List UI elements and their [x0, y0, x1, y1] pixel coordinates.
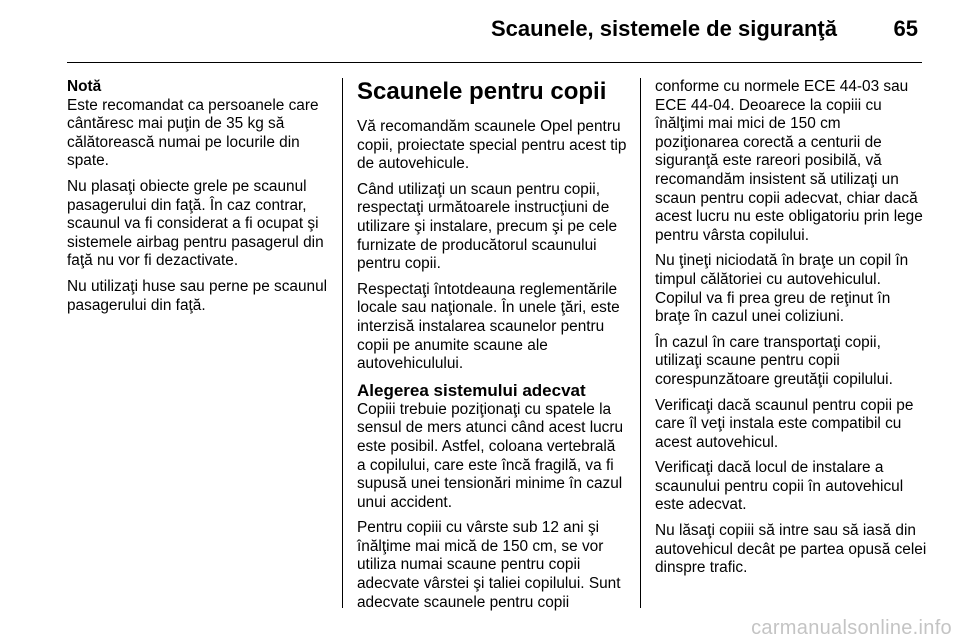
body-paragraph: Vă recomandăm scaunele Opel pentru copii, proiectate special pentru acest tip de autovehicule. [357, 118, 627, 173]
body-paragraph: Verificaţi dacă scaunul pentru copii pe care îl veţi instala este compatibil cu acest autovehicul. [655, 396, 914, 451]
column-left [67, 78, 329, 322]
body-paragraph: Când utilizaţi un scaun pentru copii, respectaţi următoarele instrucţiuni de utilizare şi instalare, precum şi pe cele furnizate de producătorul scaunului pentru copii. [357, 180, 618, 273]
column-right [655, 78, 927, 585]
subsection-title: Alegerea sistemului adecvat [357, 380, 586, 400]
body-paragraph: Copiii trebuie poziţionaţi cu spatele la sensul de mers atunci când acest lucru este posibil. Astfel, coloana vertebrală a copilului, care este încă fragilă, va fi supusă unei tensionări minime în cazul unui accident. [357, 400, 624, 511]
body-paragraph: Nu ţineţi niciodată în braţe un copil în timpul călătoriei cu autovehiculul. Copilul va fi prea greu de reţinut în braţe în cazul unei coliziuni. [655, 252, 909, 326]
body-paragraph: În cazul în care transportaţi copii, utilizaţi scaune pentru copii corespunzătoare greutăţii copilului. [655, 333, 893, 388]
page-number: 65 [893, 16, 918, 41]
column-divider [342, 78, 343, 608]
column-divider [640, 78, 641, 608]
note-title: Notă [67, 78, 102, 95]
body-paragraph: Pentru copiii cu vârste sub 12 ani şi înălţime mai mică de 150 cm, se vor utiliza numai scaune pentru copii adecvate vârstei şi taliei copilului. Sunt adecvate scaunele pentru copii [357, 519, 621, 611]
body-paragraph: Nu lăsaţi copiii să intre sau să iasă din autovehicul decât pe partea opusă celei dinspre trafic. [655, 522, 927, 577]
section-title: Scaunele pentru copii [357, 78, 607, 105]
note-paragraph: Nu utilizaţi huse sau perne pe scaunul pasagerului din faţă. [67, 277, 328, 314]
body-paragraph: Respectaţi întotdeauna reglementările locale sau naţionale. În unele ţări, este interzisă instalarea scaunelor pentru copii pe anumite scaune ale autovehiculului. [357, 280, 620, 373]
note-paragraph: Este recomandat ca persoanele care cântăresc mai puţin de 35 kg să călătorească numai pe locurile din spate. [67, 96, 319, 170]
column-middle [357, 78, 627, 619]
body-paragraph: conforme cu normele ECE 44-03 sau ECE 44-04. Deoarece la copiii cu înălţimi mai mici de 150 cm poziţionarea corectă a centurii de siguranţă este rareori posibilă, vă recomandăm insistent să utilizaţi un scaun pentru copii adecvat, chiar dacă acest lucru nu este obligatoriu prin lege pentru vârsta copilului. [655, 78, 923, 244]
header-divider [67, 62, 922, 63]
page-header [0, 0, 960, 62]
note-paragraph: Nu plasaţi obiecte grele pe scaunul pasagerului din faţă. În caz contrar, scaunul va fi considerat a fi ocupat şi sistemele airbag pentru pasagerul din faţă nu vor fi dezactivate. [67, 177, 324, 270]
header-title: Scaunele, sistemele de siguranţă [490, 16, 837, 41]
watermark: carmanualsonline.info [751, 617, 952, 639]
body-paragraph: Verificaţi dacă locul de instalare a scaunului pentru copii în autovehicul este adecvat. [655, 459, 904, 514]
